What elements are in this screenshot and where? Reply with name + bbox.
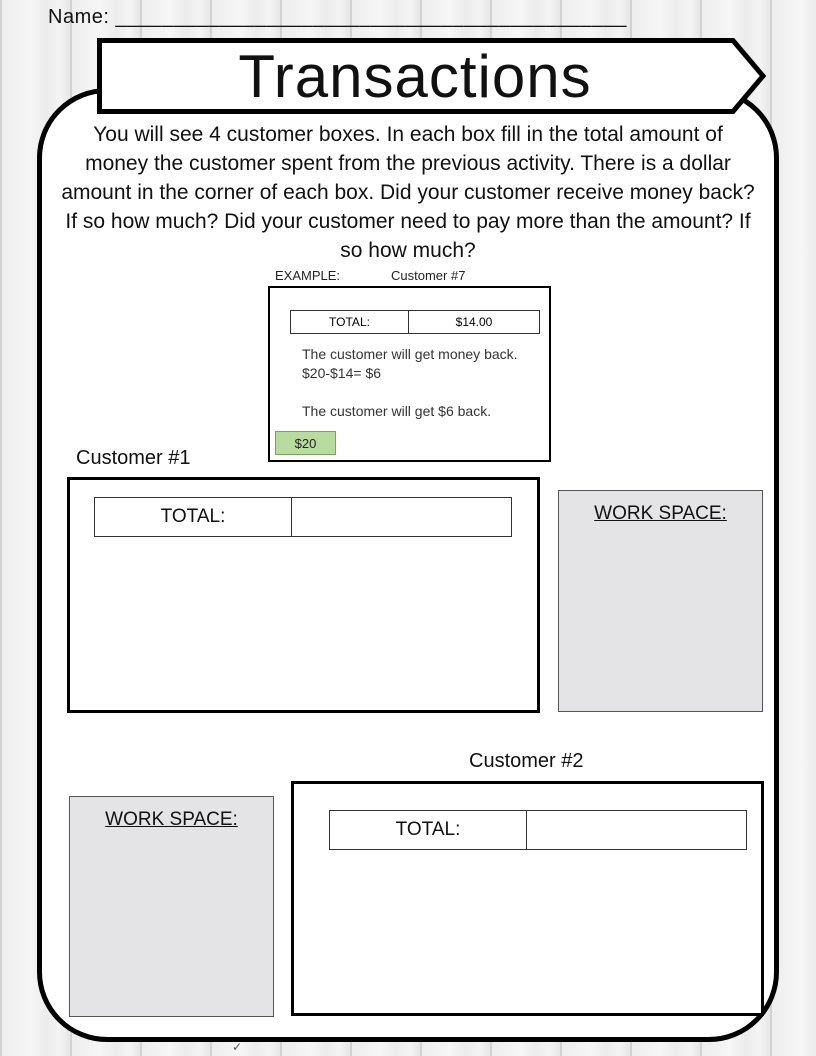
example-customer-label: Customer #7 [391,268,466,283]
customer-2-total-input[interactable] [527,811,746,849]
name-field: Name: ____________________________________________ [48,6,627,28]
customer-2-label: Customer #2 [469,750,584,772]
footer-check-mark: ✓ [232,1040,243,1054]
instructions-text: You will see 4 customer boxes. In each box fill in the total amount of money the customer spent from the previous activity. There is a dollar amount in the corner of each box. Did your customer receive money back? If so how much? Did your customer need to pay more than the amount? If so how much? [61,123,755,262]
example-label: EXAMPLE: [275,268,341,283]
example-total-value: $14.00 [455,315,493,329]
work-space-1-label: WORK SPACE: [594,503,727,524]
title-banner [97,38,767,114]
customer-2-total-table [329,810,747,850]
example-total-label: TOTAL: [291,311,409,333]
work-space-2[interactable] [69,796,274,1017]
example-explanation: The customer will get money back. $20-$14= $6 [302,346,518,381]
customer-2-total-label: TOTAL: [330,811,527,849]
example-total-table [290,310,540,334]
customer-1-total-input[interactable] [292,498,511,536]
work-space-2-label: WORK SPACE: [105,809,238,830]
work-space-1[interactable] [558,490,763,712]
page-title: Transactions [238,42,592,110]
customer-1-total-table [94,497,512,537]
example-amount-badge: $20 [275,431,336,455]
example-result: The customer will get $6 back. [302,403,492,419]
customer-1-label: Customer #1 [76,447,191,469]
customer-1-total-label: TOTAL: [95,498,292,536]
